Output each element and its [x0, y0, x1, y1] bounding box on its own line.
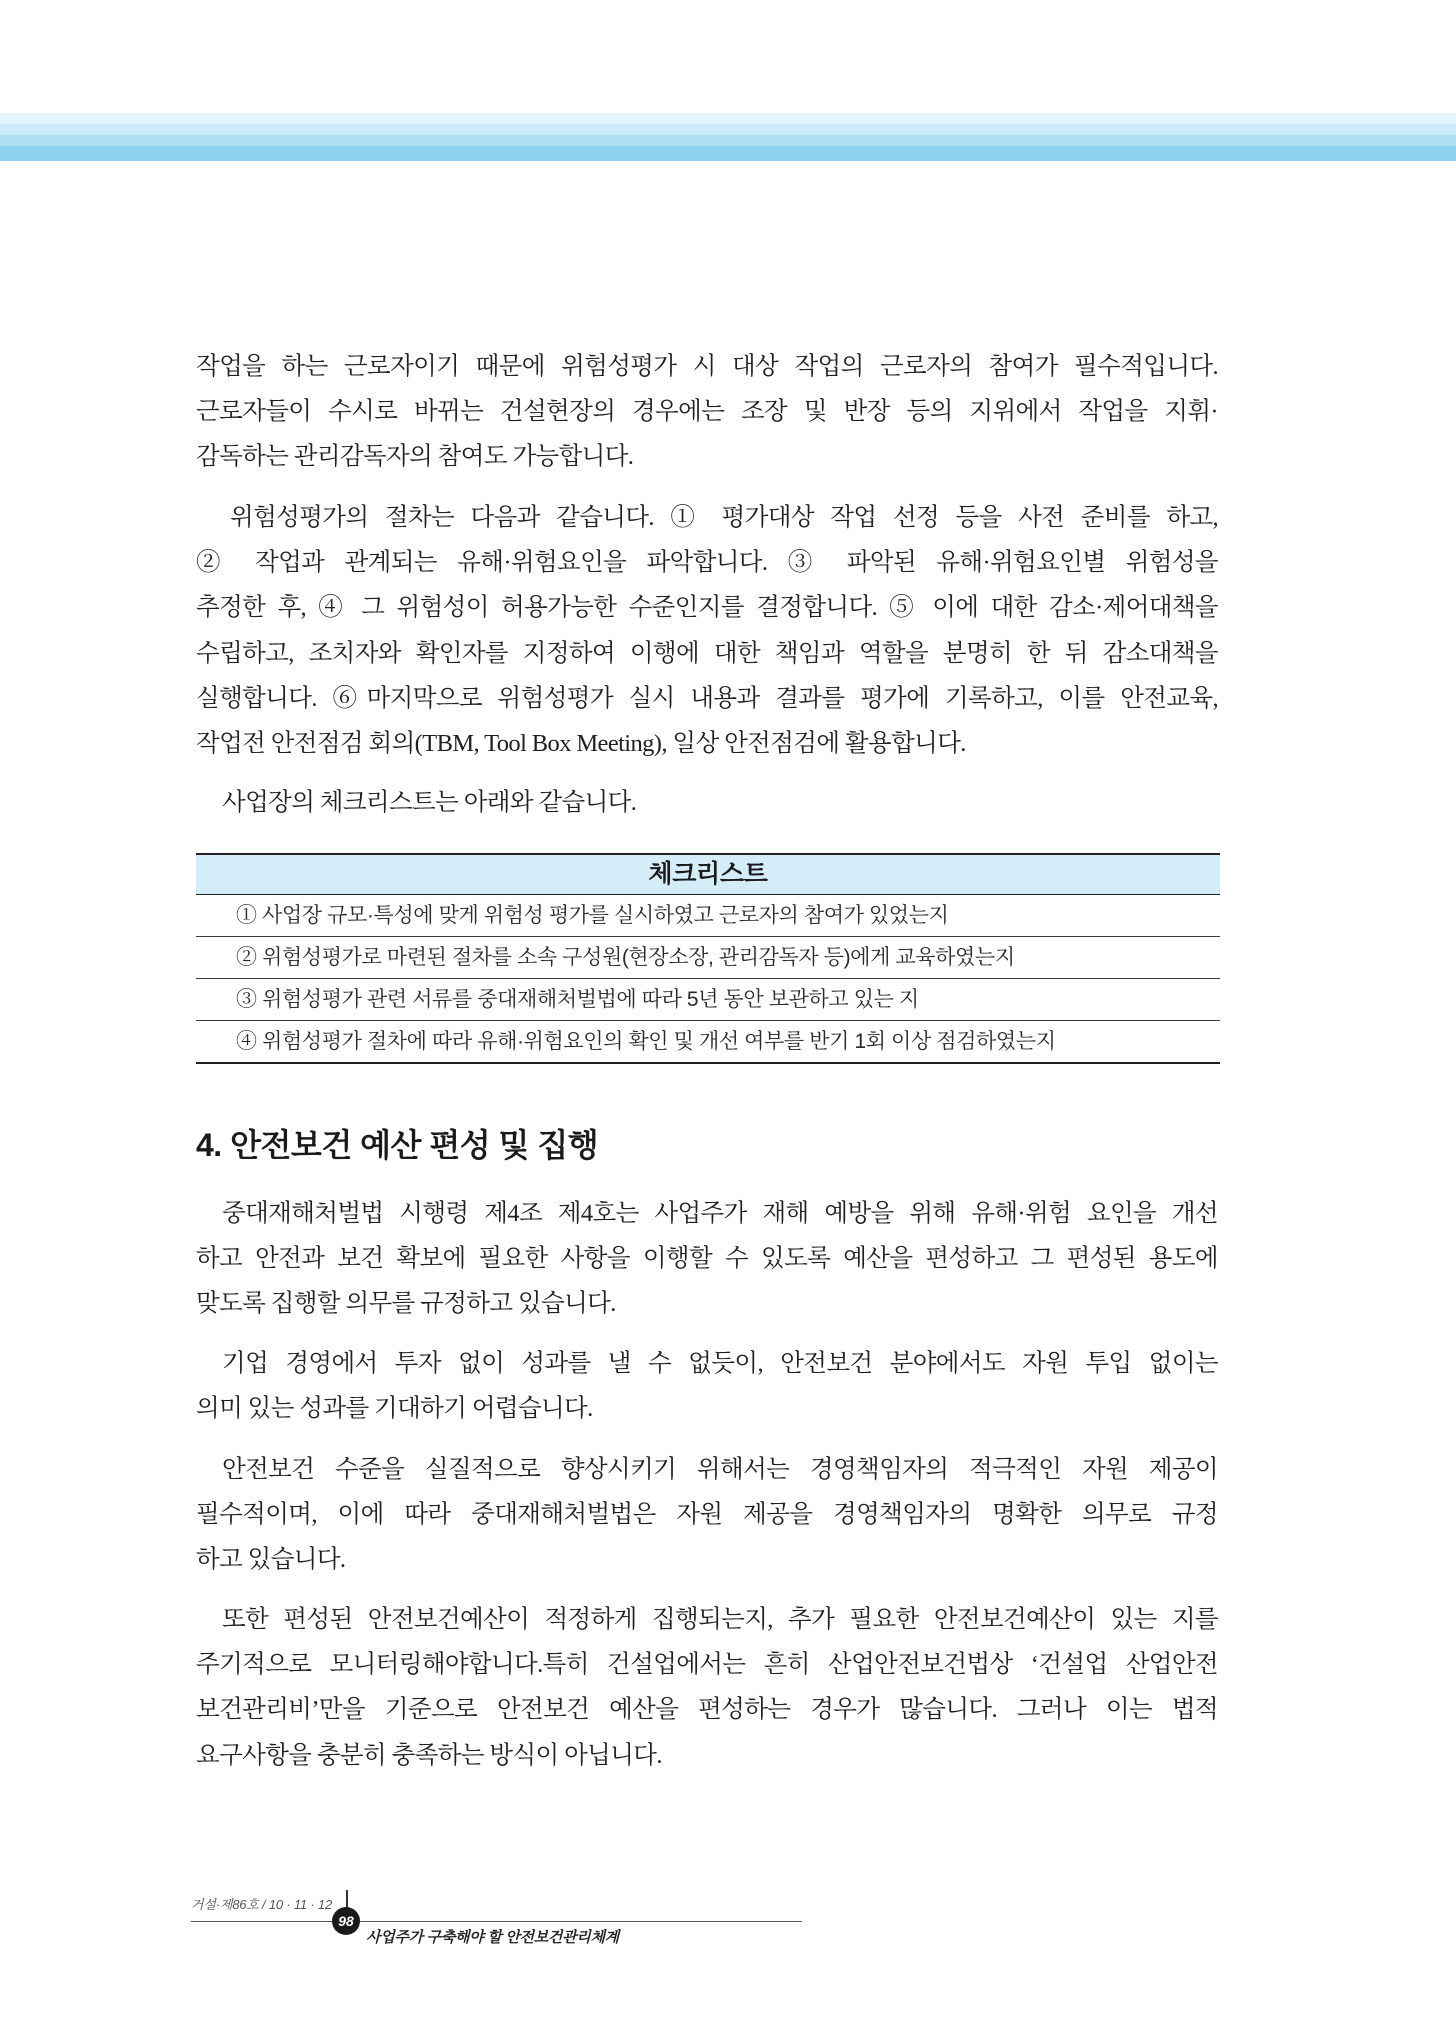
header-band [0, 113, 1456, 161]
text-line: 추정한 후, ④ 그 위험성이 허용가능한 수준인지를 결정합니다. ⑤ 이에 대한 감소·제어대책을 [196, 594, 1218, 622]
paragraph-investment [196, 1341, 1218, 1431]
header-band-stripe [0, 146, 1456, 161]
text-line: 위험성평가의 절차는 다음과 같습니다. ① 평가대상 작업 선정 등을 사전 준비를 하고, [230, 504, 1218, 531]
page-number-badge: 98 [332, 1907, 360, 1935]
header-band-stripe [0, 135, 1456, 146]
text-line: 사업장의 체크리스트는 아래와 같습니다. [222, 789, 637, 816]
text-line: 의미 있는 성과를 기대하기 어렵습니다. [196, 1395, 593, 1423]
text-line: 요구사항을 충분히 충족하는 방식이 아닙니다. [196, 1741, 662, 1769]
footer-rule [191, 1921, 802, 1922]
text-line: 주기적으로 모니터링해야합니다.특히 건설업에서는 흔히 산업안전보건법상 ‘건설업 산업안전 [196, 1651, 1218, 1679]
text-line: 근로자들이 수시로 바뀌는 건설현장의 경우에는 조장 및 반장 등의 지위에서 작업을 지휘· [196, 398, 1218, 426]
paragraph-monitoring [196, 1597, 1218, 1778]
text-line: 작업을 하는 근로자이기 때문에 위험성평가 시 대상 작업의 근로자의 참여가 필수적입니다. [196, 353, 1218, 380]
checklist-title: 체크리스트 [196, 855, 1220, 895]
checklist-item: ④ 위험성평가 절차에 따라 유해·위험요인의 확인 및 개선 여부를 반기 1회 이상 점검하였는지 [236, 1030, 1056, 1053]
checklist-item: ② 위험성평가로 마련된 절차를 소속 구성원(현장소장, 관리감독자 등)에게 교육하였는지 [196, 937, 1220, 979]
text-line: 감독하는 관리감독자의 참여도 가능합니다. [196, 443, 634, 471]
text-line: ② 작업과 관계되는 유해·위험요인을 파악합니다. ③ 파악된 유해·위험요인별 위험성을 [196, 549, 1218, 577]
footer-issue-info: 거설·제86호 / 10 · 11 · 12 [191, 1897, 332, 1912]
running-title: 사업주가 구축해야 할 안전보건관리체계 [366, 1929, 619, 1946]
checklist-table [196, 853, 1220, 1064]
text-line: 기업 경영에서 투자 없이 성과를 낼 수 없듯이, 안전보건 분야에서도 자원 투입 없이는 [222, 1350, 1218, 1377]
text-line: 맞도록 집행할 의무를 규정하고 있습니다. [196, 1290, 616, 1318]
text-line: 하고 있습니다. [196, 1546, 346, 1574]
paragraph-participation [196, 344, 1218, 480]
paragraph-checklist-intro [196, 780, 1218, 825]
text-line: 보건관리비’만을 기준으로 안전보건 예산을 편성하는 경우가 많습니다. 그러나 이는 법적 [196, 1696, 1218, 1724]
section-heading: 4. 안전보건 예산 편성 및 집행 [196, 1127, 599, 1163]
header-band-stripe [0, 124, 1456, 135]
text-line: 하고 안전과 보건 확보에 필요한 사항을 이행할 수 있도록 예산을 편성하고 그 편성된 용도에 [196, 1245, 1218, 1273]
text-line: 또한 편성된 안전보건예산이 적정하게 집행되는지, 추가 필요한 안전보건예산이 있는 지를 [222, 1606, 1218, 1633]
paragraph-budget-law [196, 1191, 1218, 1327]
paragraph-procedure [196, 495, 1218, 766]
header-band-stripe [0, 113, 1456, 124]
text-line: 중대재해처벌법 시행령 제4조 제4호는 사업주가 재해 예방을 위해 유해·위험 요인을 개선 [222, 1200, 1218, 1227]
text-line: 필수적이며, 이에 따라 중대재해처벌법은 자원 제공을 경영책임자의 명확한 의무로 규정 [196, 1501, 1218, 1529]
checklist-item: ③ 위험성평가 관련 서류를 중대재해처벌법에 따라 5년 동안 보관하고 있는 지 [196, 979, 1220, 1021]
text-line: 안전보건 수준을 실질적으로 향상시키기 위해서는 경영책임자의 적극적인 자원 제공이 [222, 1456, 1218, 1483]
checklist-item: ① 사업장 규모·특성에 맞게 위험성 평가를 실시하였고 근로자의 참여가 있었는지 [196, 895, 1220, 937]
paragraph-resources [196, 1447, 1218, 1583]
text-line: 수립하고, 조치자와 확인자를 지정하여 이행에 대한 책임과 역할을 분명히 한 뒤 감소대책을 [196, 639, 1218, 667]
text-line: 실행합니다. ⑥마지막으로 위험성평가 실시 내용과 결과를 평가에 기록하고, 이를 안전교육, [196, 684, 1218, 712]
text-line: 작업전 안전점검 회의(TBM, Tool Box Meeting), 일상 안전점검에 활용합니다. [196, 729, 966, 757]
